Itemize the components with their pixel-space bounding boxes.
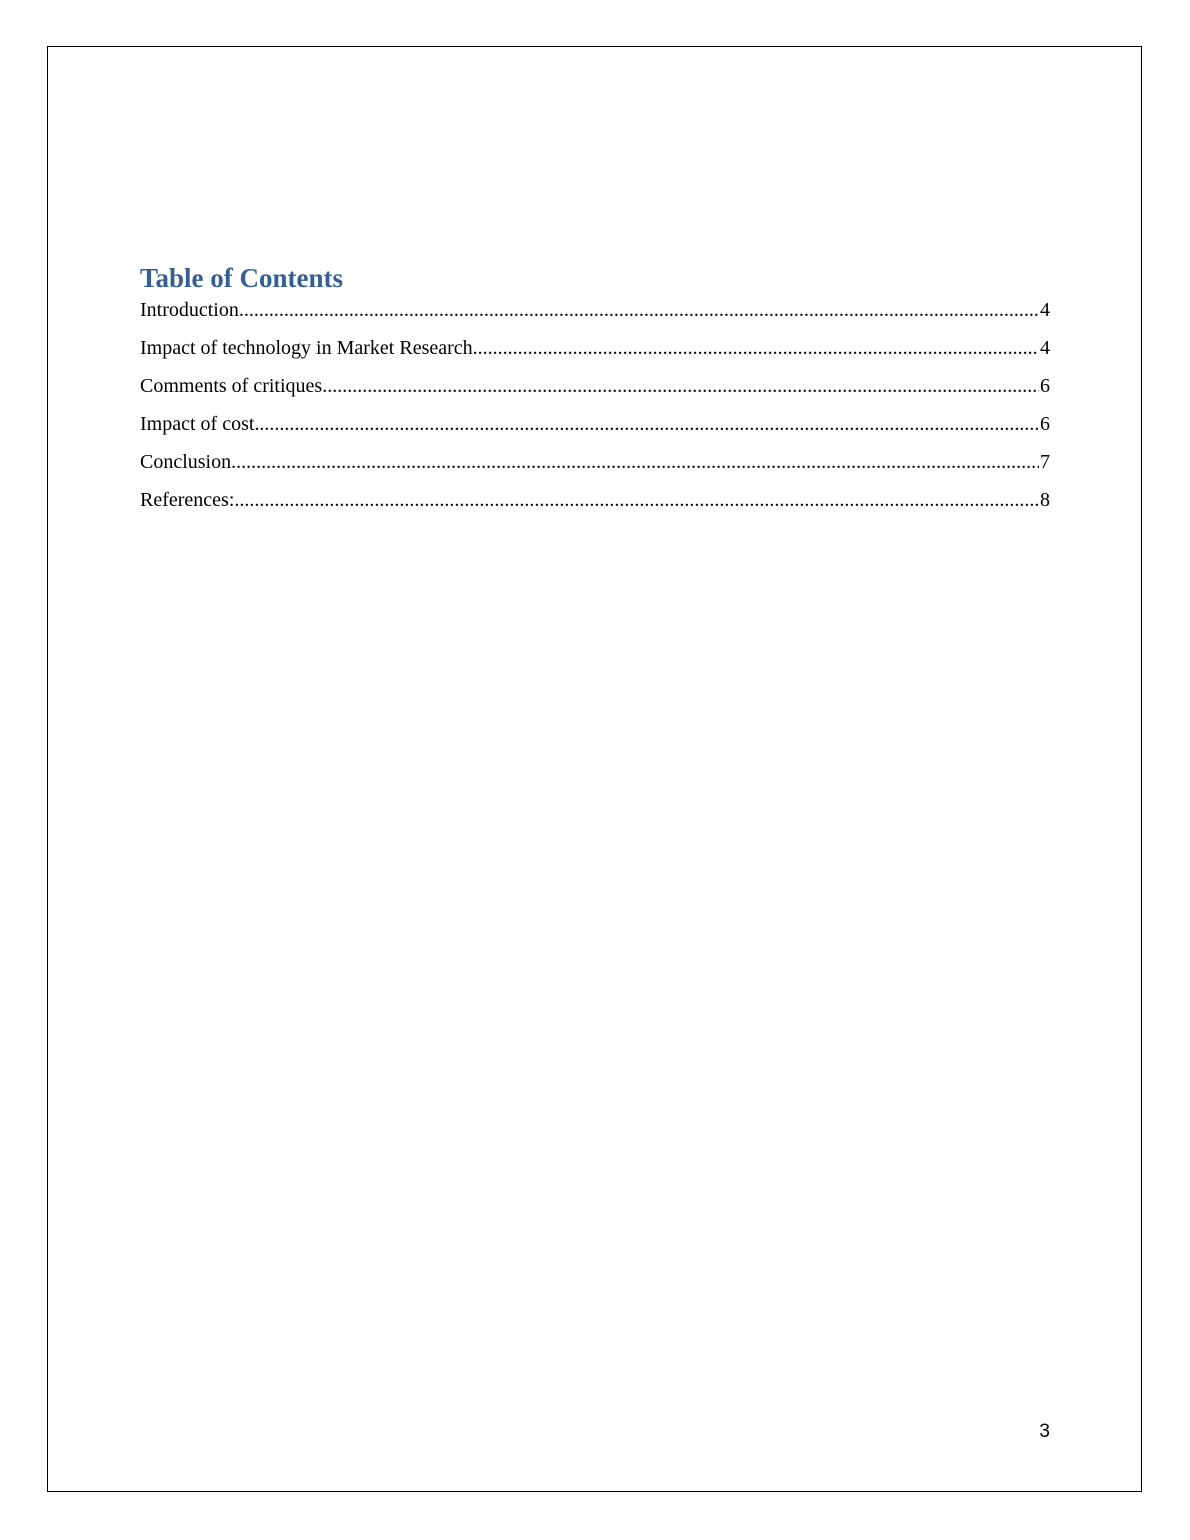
toc-entry-page: 4 <box>1040 299 1050 321</box>
toc-entry-page: 7 <box>1040 451 1050 473</box>
toc-entry-label: Conclusion <box>140 451 232 473</box>
toc-entry-introduction[interactable] <box>140 295 1050 333</box>
toc-entry-page: 6 <box>1040 413 1050 435</box>
toc-dot-leader <box>231 447 1039 477</box>
toc-entry-label: References: <box>140 489 235 511</box>
toc-entry-comments-of-critiques[interactable] <box>140 371 1050 409</box>
toc-entry-label: Impact of technology in Market Research <box>140 337 473 359</box>
toc-dot-leader <box>254 409 1039 439</box>
toc-list <box>140 295 1050 523</box>
toc-entry-label: Introduction <box>140 299 239 321</box>
toc-dot-leader <box>322 371 1039 401</box>
toc-entry-page: 4 <box>1040 337 1050 359</box>
toc-dot-leader <box>239 295 1039 325</box>
toc-entry-label: Comments of critiques <box>140 375 323 397</box>
toc-dot-leader <box>473 333 1039 363</box>
toc-entry-impact-of-technology[interactable] <box>140 333 1050 371</box>
toc-entry-conclusion[interactable] <box>140 447 1050 485</box>
toc-entry-label: Impact of cost <box>140 413 255 435</box>
toc-title: Table of Contents <box>140 263 344 293</box>
page-number: 3 <box>1039 1421 1050 1442</box>
toc-entry-page: 6 <box>1040 375 1050 397</box>
toc-entry-references[interactable] <box>140 485 1050 523</box>
toc-entry-page: 8 <box>1040 489 1050 511</box>
toc-entry-impact-of-cost[interactable] <box>140 409 1050 447</box>
toc-dot-leader <box>234 485 1039 515</box>
